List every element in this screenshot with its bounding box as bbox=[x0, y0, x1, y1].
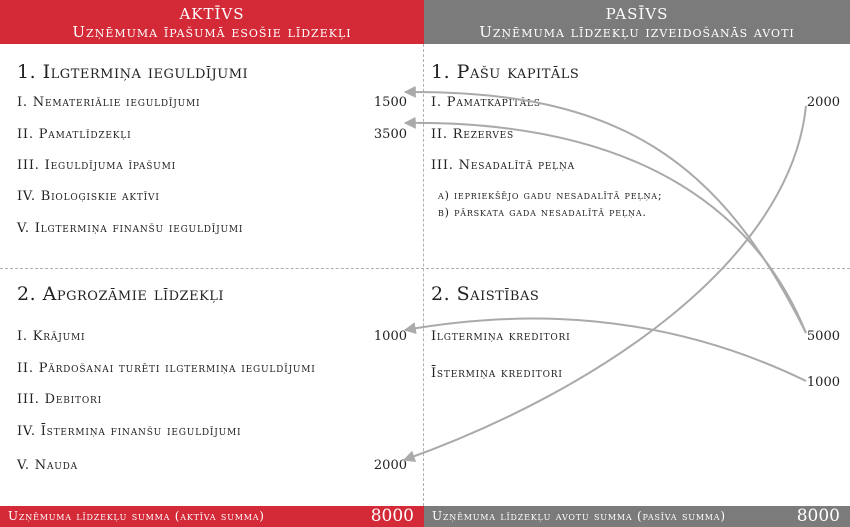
liabilities-title: 2. Saistības bbox=[431, 283, 540, 305]
retained-earnings-prior-years: a) iepriekšējo gadu nesadalītā peļņa; bbox=[438, 189, 663, 202]
liability-item-share-capital: I. Pamatkapitāls bbox=[431, 95, 541, 110]
asset-value-cash: 2000 bbox=[373, 458, 407, 473]
liabilities-header-subtitle: Uzņēmuma līdzekļu izveidošanās avoti bbox=[479, 23, 795, 41]
liability-item-reserves: II. Rezerves bbox=[431, 127, 515, 142]
asset-item-biological: IV. Bioloģiskie aktīvi bbox=[17, 189, 160, 204]
asset-item-investment-property: III. Ieguldījuma īpašumi bbox=[17, 158, 176, 173]
asset-item-held-for-sale: II. Pārdošanai turēti ilgtermiņa ieguldījumi bbox=[17, 361, 316, 376]
asset-item-cash: V. Nauda bbox=[17, 458, 78, 473]
equity-title: 1. Pašu kapitāls bbox=[431, 61, 580, 83]
assets-total-label: Uzņēmuma līdzekļu summa (aktīva summa) bbox=[8, 509, 265, 523]
assets-total-value: 8000 bbox=[370, 506, 414, 526]
liability-item-retained-earnings: III. Nesadalītā peļņa bbox=[431, 158, 575, 173]
liabilities-total-label: Uzņēmuma līdzekļu avotu summa (pasīva summa) bbox=[432, 509, 726, 523]
asset-value-intangible: 1500 bbox=[373, 95, 407, 110]
liabilities-header-title: PASĪVS bbox=[605, 5, 669, 23]
arrow-long-term-creditors-to-fixed bbox=[405, 123, 806, 333]
asset-item-debtors: III. Debitori bbox=[17, 392, 102, 407]
asset-item-intangible: I. Nemateriālie ieguldījumi bbox=[17, 95, 201, 110]
arrow-short-term-creditors-to-inventory bbox=[405, 319, 806, 381]
liability-value-share-capital: 2000 bbox=[806, 95, 840, 110]
asset-item-inventory: I. Krājumi bbox=[17, 329, 86, 344]
long-term-investments-title: 1. Ilgtermiņa ieguldījumi bbox=[17, 61, 249, 83]
arrow-share-capital-to-cash bbox=[404, 106, 806, 460]
current-assets-title: 2. Apgrozāmie līdzekļi bbox=[17, 283, 225, 305]
asset-item-long-term-financial: V. Ilgtermiņa finanšu ieguldījumi bbox=[17, 221, 244, 236]
asset-item-short-term-financial: IV. Īstermiņa finanšu ieguldījumi bbox=[17, 424, 242, 439]
assets-total-bar bbox=[0, 506, 424, 527]
liabilities-total-value: 8000 bbox=[796, 506, 840, 526]
liability-value-short-term-creditors: 1000 bbox=[806, 375, 840, 390]
liability-item-long-term-creditors: Ilgtermiņa kreditori bbox=[431, 329, 571, 344]
asset-value-inventory: 1000 bbox=[373, 329, 407, 344]
asset-value-fixed: 3500 bbox=[373, 127, 407, 142]
asset-item-fixed: II. Pamatlīdzekļi bbox=[17, 127, 132, 142]
liability-value-long-term-creditors: 5000 bbox=[806, 329, 840, 344]
liability-item-short-term-creditors: Īstermiņa kreditori bbox=[431, 366, 563, 381]
assets-header-title: AKTĪVS bbox=[179, 5, 245, 23]
arrow-long-term-creditors-to-intangible bbox=[405, 92, 806, 333]
retained-earnings-current-year: b) pārskata gada nesadalītā peļņa. bbox=[438, 206, 647, 219]
liabilities-total-bar bbox=[424, 506, 850, 527]
assets-header-subtitle: Uzņēmuma īpašumā esošie līdzekļi bbox=[72, 23, 352, 41]
